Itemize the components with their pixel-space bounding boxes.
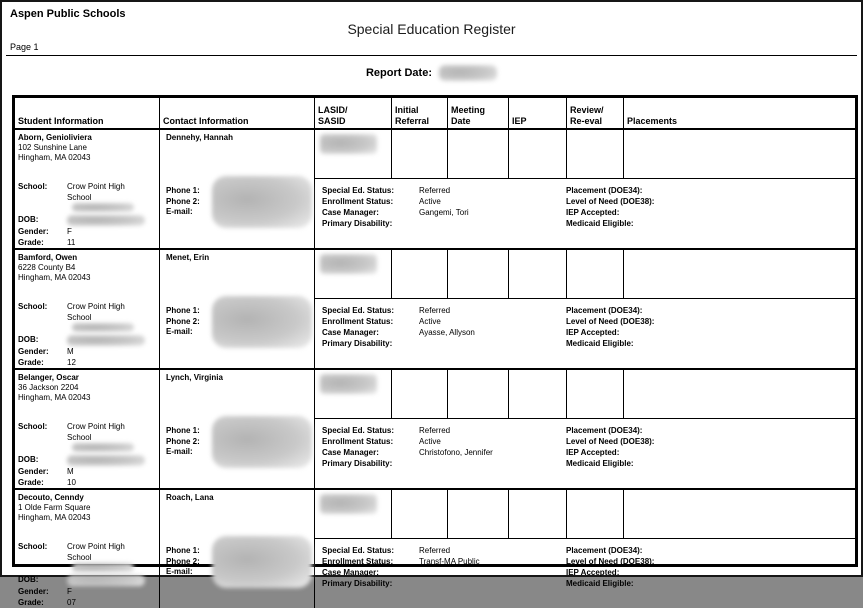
redacted-school-detail	[72, 323, 134, 332]
student-row	[15, 368, 855, 488]
school-value: Crow Point High School	[67, 182, 157, 215]
medicaid-eligible-field	[566, 218, 855, 229]
phone1-label: Phone 1:	[166, 546, 312, 557]
redacted-dob	[67, 575, 145, 586]
redacted-contact-details	[212, 536, 312, 588]
school-value: Crow Point High School	[67, 542, 157, 575]
grade-label: Grade:	[18, 358, 67, 369]
col-header-review-reeval: Review/ Re-eval	[567, 98, 624, 128]
placement-doe34-field	[566, 185, 855, 196]
dob-value	[67, 335, 157, 348]
iep-accepted-field	[566, 567, 855, 578]
meeting-date-cell	[448, 490, 509, 538]
special-ed-status-field	[322, 305, 566, 316]
lasid-sasid-cell	[315, 490, 392, 538]
iep-accepted-field	[566, 207, 855, 218]
redacted-contact-details	[212, 416, 312, 468]
header-divider	[6, 55, 857, 56]
grade-value: 10	[67, 478, 157, 489]
student-info-cell	[15, 370, 160, 488]
special-ed-status-value: Referred	[419, 425, 450, 436]
row-id-cells	[315, 370, 855, 419]
student-name: Bamford, Owen	[18, 253, 157, 263]
level-of-need-field	[566, 436, 855, 447]
level-of-need-label: Level of Need (DOE38):	[566, 556, 654, 567]
case-manager-value: Christofono, Jennifer	[419, 447, 493, 458]
row-id-cells	[315, 250, 855, 299]
grade-value: 07	[67, 598, 157, 608]
student-address-line2: Hingham, MA 02043	[18, 393, 157, 403]
status-left-column	[315, 185, 566, 248]
enrollment-status-value: Active	[419, 196, 441, 207]
school-field	[18, 542, 157, 575]
initial-referral-cell	[392, 370, 448, 418]
case-manager-field	[322, 327, 566, 338]
contact-info-cell	[160, 250, 315, 368]
grade-field	[18, 358, 157, 369]
special-ed-status-label: Special Ed. Status:	[322, 545, 419, 556]
level-of-need-field	[566, 556, 855, 567]
lasid-sasid-cell	[315, 250, 392, 298]
placements-cell	[624, 250, 855, 298]
placement-doe34-field	[566, 545, 855, 556]
iep-accepted-label: IEP Accepted:	[566, 327, 619, 338]
phone2-label: Phone 2:	[166, 317, 312, 328]
iep-accepted-label: IEP Accepted:	[566, 207, 619, 218]
status-left-column	[315, 425, 566, 488]
special-ed-status-label: Special Ed. Status:	[322, 185, 419, 196]
gender-field	[18, 347, 157, 358]
student-address-line2: Hingham, MA 02043	[18, 153, 157, 163]
redacted-lasid	[320, 494, 377, 514]
report-title: Special Education Register	[2, 21, 861, 37]
redacted-dob	[67, 335, 145, 346]
placement-doe34-label: Placement (DOE34):	[566, 305, 642, 316]
placement-doe34-label: Placement (DOE34):	[566, 185, 642, 196]
col-header-student-information: Student Information	[15, 98, 160, 128]
gender-value: F	[67, 227, 157, 238]
col-header-placements: Placements	[624, 98, 855, 128]
contact-name: Roach, Lana	[166, 493, 312, 503]
student-detail-block	[18, 422, 157, 488]
row-id-cells	[315, 130, 855, 179]
student-detail-block	[18, 302, 157, 368]
enrollment-status-label: Enrollment Status:	[322, 196, 419, 207]
register-table	[12, 95, 858, 567]
enrollment-status-field	[322, 556, 566, 567]
status-section	[315, 299, 855, 368]
col-header-lasid-sasid: LASID/ SASID	[315, 98, 392, 128]
level-of-need-label: Level of Need (DOE38):	[566, 196, 654, 207]
school-label: School:	[18, 182, 67, 215]
gender-label: Gender:	[18, 467, 67, 478]
dob-label: DOB:	[18, 575, 67, 588]
enrollment-status-field	[322, 196, 566, 207]
status-section	[315, 179, 855, 248]
case-manager-field	[322, 207, 566, 218]
gender-label: Gender:	[18, 347, 67, 358]
redacted-school-detail	[72, 563, 134, 572]
gender-field	[18, 587, 157, 598]
redacted-school-detail	[72, 203, 134, 212]
medicaid-eligible-label: Medicaid Eligible:	[566, 578, 634, 589]
school-field	[18, 422, 157, 455]
placements-cell	[624, 370, 855, 418]
redacted-dob	[67, 215, 145, 226]
case-manager-value: Gangemi, Tori	[419, 207, 469, 218]
contact-info-cell	[160, 130, 315, 248]
level-of-need-field	[566, 316, 855, 327]
contact-name: Menet, Erin	[166, 253, 312, 263]
redacted-contact-details	[212, 176, 312, 228]
status-left-column	[315, 305, 566, 368]
grade-label: Grade:	[18, 238, 67, 249]
case-manager-value: Ayasse, Allyson	[419, 327, 475, 338]
enrollment-status-label: Enrollment Status:	[322, 316, 419, 327]
student-address-line2: Hingham, MA 02043	[18, 273, 157, 283]
status-right-column	[566, 305, 855, 368]
dob-value	[67, 575, 157, 588]
contact-info-cell	[160, 490, 315, 608]
dob-label: DOB:	[18, 335, 67, 348]
student-row	[15, 130, 855, 248]
dob-value	[67, 455, 157, 468]
medicaid-eligible-field	[566, 458, 855, 469]
col-header-contact-information: Contact Information	[160, 98, 315, 128]
primary-disability-label: Primary Disability:	[322, 218, 419, 229]
iep-cell	[509, 250, 567, 298]
phone1-label: Phone 1:	[166, 186, 312, 197]
grade-field	[18, 598, 157, 608]
student-address-line1: 102 Sunshine Lane	[18, 143, 157, 153]
student-info-cell	[15, 490, 160, 608]
medicaid-eligible-field	[566, 578, 855, 589]
student-address-line2: Hingham, MA 02043	[18, 513, 157, 523]
primary-disability-label: Primary Disability:	[322, 338, 419, 349]
special-ed-status-value: Referred	[419, 305, 450, 316]
email-label: E-mail:	[166, 447, 312, 458]
special-ed-status-value: Referred	[419, 185, 450, 196]
placement-doe34-field	[566, 305, 855, 316]
placement-doe34-label: Placement (DOE34):	[566, 545, 642, 556]
medicaid-eligible-label: Medicaid Eligible:	[566, 458, 634, 469]
level-of-need-label: Level of Need (DOE38):	[566, 316, 654, 327]
placements-cell	[624, 490, 855, 538]
primary-disability-field	[322, 458, 566, 469]
row-right-section	[315, 250, 855, 368]
special-ed-status-field	[322, 425, 566, 436]
gender-label: Gender:	[18, 587, 67, 598]
primary-disability-field	[322, 338, 566, 349]
initial-referral-cell	[392, 130, 448, 178]
iep-accepted-label: IEP Accepted:	[566, 567, 619, 578]
school-value: Crow Point High School	[67, 422, 157, 455]
meeting-date-cell	[448, 130, 509, 178]
student-address-line1: 1 Olde Farm Square	[18, 503, 157, 513]
status-section	[315, 419, 855, 488]
grade-label: Grade:	[18, 478, 67, 489]
review-reeval-cell	[567, 370, 624, 418]
redacted-lasid	[320, 254, 377, 274]
table-header-row	[15, 98, 855, 130]
school-field	[18, 302, 157, 335]
meeting-date-cell	[448, 370, 509, 418]
iep-cell	[509, 370, 567, 418]
row-id-cells	[315, 490, 855, 539]
student-address-line1: 36 Jackson 2204	[18, 383, 157, 393]
phone1-label: Phone 1:	[166, 426, 312, 437]
email-label: E-mail:	[166, 207, 312, 218]
special-ed-status-value: Referred	[419, 545, 450, 556]
redacted-school-detail	[72, 443, 134, 452]
grade-label: Grade:	[18, 598, 67, 608]
gender-field	[18, 227, 157, 238]
iep-accepted-field	[566, 447, 855, 458]
special-ed-status-label: Special Ed. Status:	[322, 425, 419, 436]
enrollment-status-field	[322, 436, 566, 447]
student-row	[15, 248, 855, 368]
status-right-column	[566, 425, 855, 488]
case-manager-field	[322, 447, 566, 458]
school-label: School:	[18, 542, 67, 575]
level-of-need-field	[566, 196, 855, 207]
report-date-row	[2, 65, 861, 81]
lasid-sasid-cell	[315, 370, 392, 418]
status-right-column	[566, 185, 855, 248]
dob-label: DOB:	[18, 455, 67, 468]
enrollment-status-value: Transf-MA Public	[419, 556, 480, 567]
status-right-column	[566, 545, 855, 608]
contact-name: Lynch, Virginia	[166, 373, 312, 383]
review-reeval-cell	[567, 250, 624, 298]
lasid-sasid-cell	[315, 130, 392, 178]
district-name: Aspen Public Schools	[10, 8, 126, 20]
dob-field	[18, 575, 157, 588]
enrollment-status-value: Active	[419, 436, 441, 447]
primary-disability-label: Primary Disability:	[322, 578, 419, 589]
gender-value: F	[67, 587, 157, 598]
placement-doe34-field	[566, 425, 855, 436]
placement-doe34-label: Placement (DOE34):	[566, 425, 642, 436]
special-ed-status-field	[322, 545, 566, 556]
page-number: Page 1	[10, 42, 39, 52]
col-header-iep: IEP	[509, 98, 567, 128]
col-header-initial-referral: Initial Referral	[392, 98, 448, 128]
school-value: Crow Point High School	[67, 302, 157, 335]
iep-accepted-label: IEP Accepted:	[566, 447, 619, 458]
school-field	[18, 182, 157, 215]
case-manager-label: Case Manager:	[322, 207, 419, 218]
case-manager-label: Case Manager:	[322, 327, 419, 338]
initial-referral-cell	[392, 250, 448, 298]
student-info-cell	[15, 130, 160, 248]
status-section	[315, 539, 855, 608]
email-label: E-mail:	[166, 327, 312, 338]
case-manager-label: Case Manager:	[322, 567, 419, 578]
grade-field	[18, 238, 157, 249]
dob-field	[18, 335, 157, 348]
medicaid-eligible-label: Medicaid Eligible:	[566, 338, 634, 349]
status-left-column	[315, 545, 566, 608]
level-of-need-label: Level of Need (DOE38):	[566, 436, 654, 447]
contact-name: Dennehy, Hannah	[166, 133, 312, 143]
enrollment-status-label: Enrollment Status:	[322, 436, 419, 447]
case-manager-field	[322, 567, 566, 578]
student-address-line1: 6228 County B4	[18, 263, 157, 273]
dob-field	[18, 455, 157, 468]
special-ed-status-field	[322, 185, 566, 196]
dob-label: DOB:	[18, 215, 67, 228]
col-header-meeting-date: Meeting Date	[448, 98, 509, 128]
iep-accepted-field	[566, 327, 855, 338]
iep-cell	[509, 130, 567, 178]
school-label: School:	[18, 302, 67, 335]
redacted-lasid	[320, 374, 377, 394]
primary-disability-field	[322, 578, 566, 589]
redacted-dob	[67, 455, 145, 466]
placements-cell	[624, 130, 855, 178]
gender-value: M	[67, 467, 157, 478]
grade-value: 11	[67, 238, 157, 249]
student-name: Belanger, Oscar	[18, 373, 157, 383]
medicaid-eligible-field	[566, 338, 855, 349]
enrollment-status-label: Enrollment Status:	[322, 556, 419, 567]
contact-info-cell	[160, 370, 315, 488]
gender-field	[18, 467, 157, 478]
gender-value: M	[67, 347, 157, 358]
report-date-label: Report Date:	[366, 67, 432, 79]
redacted-contact-details	[212, 296, 312, 348]
redacted-report-date	[439, 65, 497, 81]
medicaid-eligible-label: Medicaid Eligible:	[566, 218, 634, 229]
dob-value	[67, 215, 157, 228]
case-manager-label: Case Manager:	[322, 447, 419, 458]
review-reeval-cell	[567, 130, 624, 178]
iep-cell	[509, 490, 567, 538]
email-label: E-mail:	[166, 567, 312, 578]
grade-value: 12	[67, 358, 157, 369]
review-reeval-cell	[567, 490, 624, 538]
primary-disability-label: Primary Disability:	[322, 458, 419, 469]
phone1-label: Phone 1:	[166, 306, 312, 317]
phone2-label: Phone 2:	[166, 197, 312, 208]
initial-referral-cell	[392, 490, 448, 538]
student-row	[15, 488, 855, 608]
dob-field	[18, 215, 157, 228]
school-label: School:	[18, 422, 67, 455]
phone2-label: Phone 2:	[166, 557, 312, 568]
gender-label: Gender:	[18, 227, 67, 238]
primary-disability-field	[322, 218, 566, 229]
enrollment-status-value: Active	[419, 316, 441, 327]
grade-field	[18, 478, 157, 489]
student-name: Decouto, Cenndy	[18, 493, 157, 503]
redacted-lasid	[320, 134, 377, 154]
student-detail-block	[18, 182, 157, 248]
meeting-date-cell	[448, 250, 509, 298]
special-ed-status-label: Special Ed. Status:	[322, 305, 419, 316]
enrollment-status-field	[322, 316, 566, 327]
student-info-cell	[15, 250, 160, 368]
student-detail-block	[18, 542, 157, 608]
row-right-section	[315, 130, 855, 248]
row-right-section	[315, 490, 855, 608]
row-right-section	[315, 370, 855, 488]
phone2-label: Phone 2:	[166, 437, 312, 448]
student-name: Aborn, Genioliviera	[18, 133, 157, 143]
